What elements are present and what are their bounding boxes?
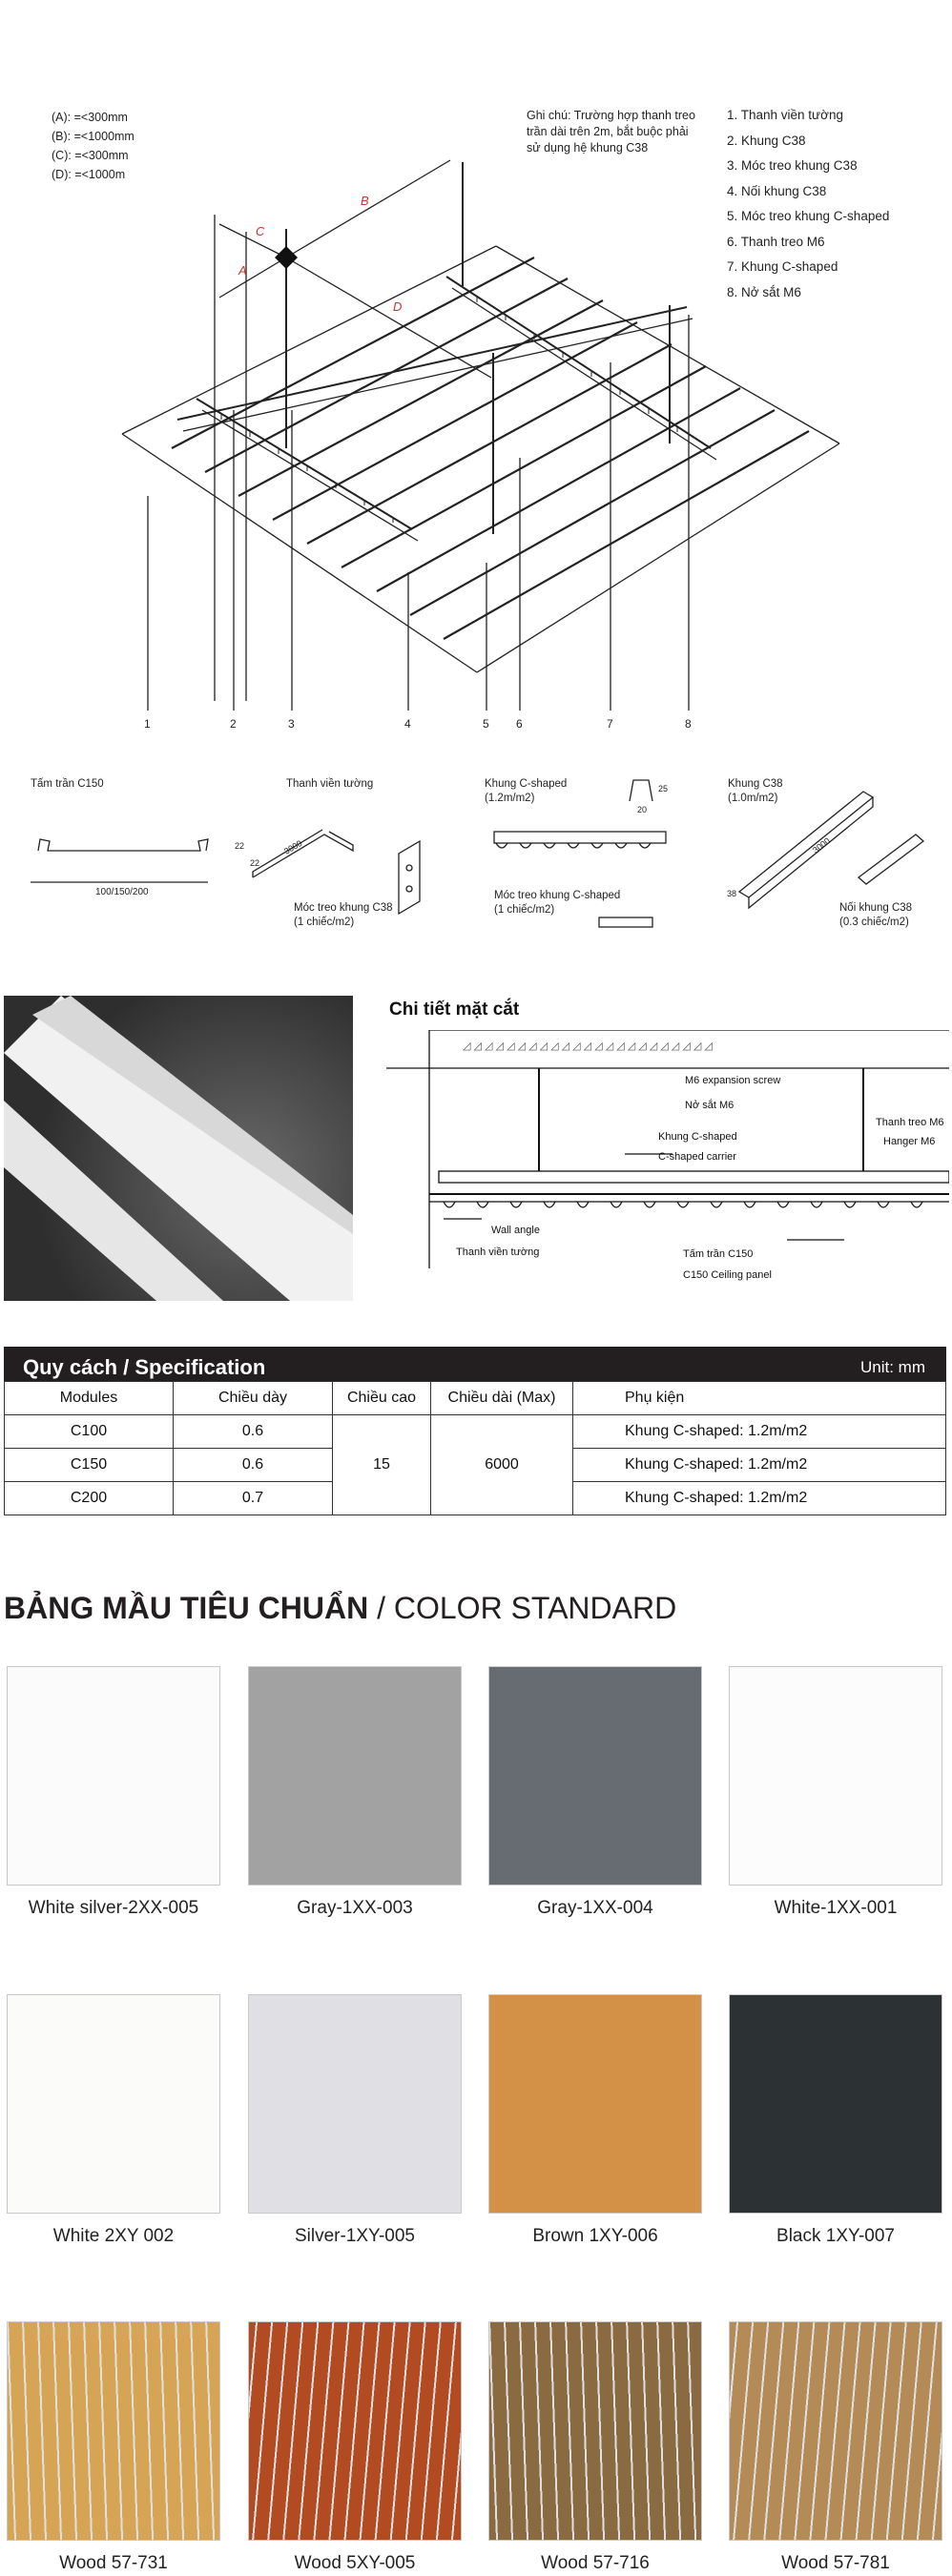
color-title-bold: BẢNG MẦU TIÊU CHUẨN xyxy=(4,1591,369,1625)
hook38-title: Móc treo khung C38 xyxy=(294,902,393,914)
dim-letter: C xyxy=(256,224,265,238)
wall-dim: 3000 xyxy=(282,838,304,856)
callout-number: 8 xyxy=(685,717,692,731)
wall-dim: 22 xyxy=(250,858,260,868)
parts-item: 3. Móc treo khung C38 xyxy=(727,158,858,173)
remark-line: trần dài trên 2m, bắt buộc phải xyxy=(527,125,689,138)
color-swatch xyxy=(7,1666,220,1886)
joint-label xyxy=(839,901,912,930)
spec-table xyxy=(4,1381,946,1515)
section-title: Chi tiết mặt cắt xyxy=(389,999,520,1020)
callout-number: 1 xyxy=(144,717,151,731)
panel-title: Tấm trần C150 xyxy=(31,778,104,790)
table-cell: 0.6 xyxy=(174,1415,333,1449)
remark-line: sử dụng hệ khung C38 xyxy=(527,141,649,155)
spec-unit: Unit: mm xyxy=(860,1358,925,1376)
dimension-note: (C): =<300mm xyxy=(52,149,129,162)
color-standard-title xyxy=(4,1591,676,1626)
color-swatch-label: Gray-1XX-004 xyxy=(537,1898,653,1918)
callout-number: 5 xyxy=(483,717,489,731)
table-header: Modules xyxy=(5,1382,174,1415)
c38-dim: 38 xyxy=(727,889,737,898)
table-header: Chiều dày xyxy=(174,1382,333,1415)
cshaped-title: Khung C-shaped xyxy=(485,778,568,790)
table-header: Chiều cao xyxy=(333,1382,431,1415)
remark-line: Ghi chú: Trường hợp thanh treo xyxy=(527,109,695,122)
hookc-label xyxy=(494,889,620,917)
color-swatch xyxy=(7,1994,220,2214)
c38-title: Khung C38 xyxy=(728,778,783,790)
table-cell: C150 xyxy=(5,1449,174,1482)
c38-dim: 3000 xyxy=(811,835,833,855)
table-cell: Khung C-shaped: 1.2m/m2 xyxy=(573,1415,946,1449)
wall-dim: 22 xyxy=(235,841,245,851)
label-wall-vn: Thanh viền tường xyxy=(456,1247,540,1258)
callout-number: 6 xyxy=(516,717,523,731)
product-photo xyxy=(4,996,353,1301)
c38-sub: (1.0m/m2) xyxy=(728,793,778,804)
cshaped-dim: 20 xyxy=(637,805,648,814)
cshaped-sub: (1.2m/m2) xyxy=(485,793,535,804)
label-m6-screw: M6 expansion screw xyxy=(685,1075,781,1086)
table-cell: Khung C-shaped: 1.2m/m2 xyxy=(573,1482,946,1515)
joint-sub: (0.3 chiếc/m2) xyxy=(839,917,909,928)
label-panel-vn: Tấm trần C150 xyxy=(683,1248,754,1260)
hookc-title: Móc treo khung C-shaped xyxy=(494,890,621,901)
label-m6-vn: Nở sắt M6 xyxy=(685,1100,735,1111)
dimension-note: (B): =<1000mm xyxy=(52,130,135,143)
callout-number: 3 xyxy=(288,717,295,731)
color-swatch-label: White-1XX-001 xyxy=(774,1898,898,1918)
color-swatch xyxy=(729,2321,942,2541)
dim-letter: D xyxy=(393,299,403,314)
hook38-sub: (1 chiếc/m2) xyxy=(294,917,355,928)
color-swatch xyxy=(488,1994,702,2214)
color-swatch xyxy=(248,1666,462,1886)
color-swatch xyxy=(7,2321,220,2541)
label-panel-en: C150 Ceiling panel xyxy=(683,1269,772,1281)
dim-letter: A xyxy=(238,263,247,278)
parts-item: 4. Nối khung C38 xyxy=(727,183,827,198)
table-cell: C200 xyxy=(5,1482,174,1515)
color-swatch xyxy=(248,2321,462,2541)
table-cell: 0.6 xyxy=(174,1449,333,1482)
color-swatch-label: Wood 57-716 xyxy=(541,2553,650,2573)
cshaped-dim: 25 xyxy=(658,784,669,793)
color-swatch-label: Wood 5XY-005 xyxy=(294,2553,416,2573)
color-title-rest: / COLOR STANDARD xyxy=(368,1591,677,1625)
table-cell: 0.7 xyxy=(174,1482,333,1515)
color-swatch xyxy=(248,1994,462,2214)
table-header: Phụ kiện xyxy=(573,1382,946,1415)
color-swatch xyxy=(488,2321,702,2541)
parts-item: 2. Khung C38 xyxy=(727,133,806,148)
cshaped-label xyxy=(485,777,567,806)
callout-number: 4 xyxy=(404,717,411,731)
table-cell: C100 xyxy=(5,1415,174,1449)
color-swatch-label: Black 1XY-007 xyxy=(776,2226,895,2246)
label-hanger-en: Hanger M6 xyxy=(883,1136,936,1147)
label-carrier-en: C-shaped carrier xyxy=(658,1151,736,1163)
color-swatch-label: Wood 57-731 xyxy=(59,2553,168,2573)
color-swatch-label: White 2XY 002 xyxy=(52,2226,175,2246)
color-swatch xyxy=(729,1994,942,2214)
components-drawings xyxy=(0,763,952,954)
parts-item: 1. Thanh viền tường xyxy=(727,108,843,122)
wall-title: Thanh viền tường xyxy=(286,778,374,790)
hookc-sub: (1 chiếc/m2) xyxy=(494,904,555,916)
callout-number: 7 xyxy=(607,717,613,731)
table-cell: Khung C-shaped: 1.2m/m2 xyxy=(573,1449,946,1482)
c38-label xyxy=(728,777,783,806)
color-swatch xyxy=(488,1666,702,1886)
table-header-row xyxy=(5,1382,946,1415)
color-swatch-label: Wood 57-781 xyxy=(781,2553,890,2573)
table-row xyxy=(5,1415,946,1449)
color-swatch xyxy=(729,1666,942,1886)
joint-title: Nối khung C38 xyxy=(839,902,913,914)
callout-number: 2 xyxy=(230,717,237,731)
dim-letter: B xyxy=(361,194,369,208)
table-header: Chiều dài (Max) xyxy=(431,1382,573,1415)
color-swatch-label: Gray-1XX-003 xyxy=(297,1898,413,1918)
parts-item: 8. Nở sắt M6 xyxy=(727,284,801,299)
ceiling-isometric-diagram xyxy=(0,0,952,753)
label-hanger-vn: Thanh treo M6 xyxy=(876,1117,944,1128)
color-swatch-label: Brown 1XY-006 xyxy=(532,2226,658,2246)
panel-dim: 100/150/200 xyxy=(95,887,149,897)
hook38-label xyxy=(294,901,393,930)
color-swatch-label: Silver-1XY-005 xyxy=(294,2226,416,2246)
dimension-note: (A): =<300mm xyxy=(52,111,128,124)
parts-item: 6. Thanh treo M6 xyxy=(727,234,825,249)
table-cell-length: 6000 xyxy=(431,1415,573,1515)
color-swatch-label: White silver-2XX-005 xyxy=(28,1898,199,1918)
table-cell-height: 15 xyxy=(333,1415,431,1515)
spec-title: Quy cách / Specification xyxy=(23,1355,266,1379)
label-wall-en: Wall angle xyxy=(491,1225,540,1236)
parts-item: 5. Móc treo khung C-shaped xyxy=(727,209,890,223)
label-carrier-vn: Khung C-shaped xyxy=(658,1131,737,1143)
svg-text:◿ ◿ ◿ ◿ ◿ ◿ ◿ ◿ ◿ ◿ ◿ ◿ ◿ ◿ ◿: ◿ ◿ ◿ ◿ ◿ ◿ ◿ ◿ ◿ ◿ ◿ ◿ ◿ ◿ ◿ ◿ ◿ ◿ ◿ ◿ ◿ ◿ ◿ xyxy=(463,1041,713,1052)
parts-item: 7. Khung C-shaped xyxy=(727,259,838,274)
dimension-note: (D): =<1000m xyxy=(52,168,126,181)
